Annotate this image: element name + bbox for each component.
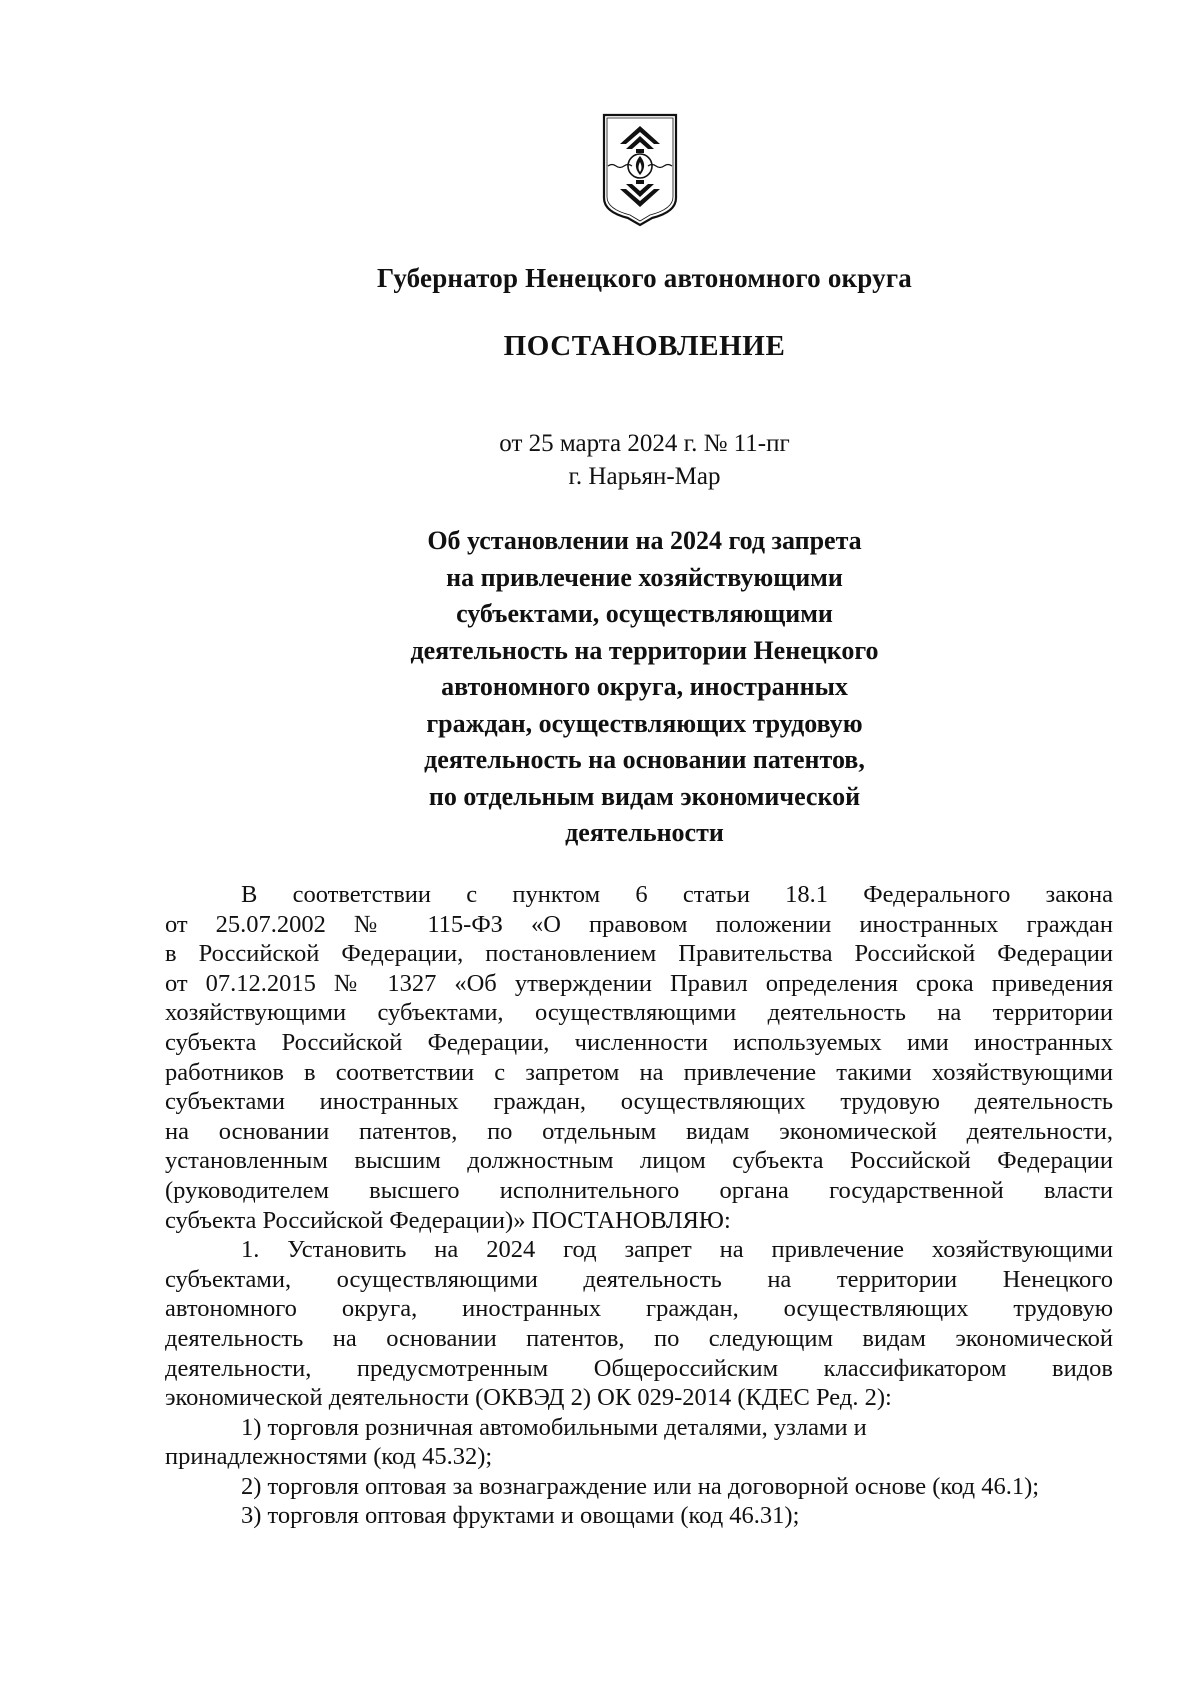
coat-of-arms-icon — [600, 112, 680, 228]
body-line: автономного округа, иностранных граждан, осуществляющих трудовую — [165, 1295, 1113, 1323]
subject-line: деятельность на территории Ненецкого — [410, 635, 879, 665]
subject-line: Об установлении на 2024 год запрета — [427, 526, 862, 555]
body-line: экономической деятельности (ОКВЭД 2) ОК 029-2014 (КДЕС Ред. 2): — [165, 1384, 892, 1412]
body-line: субъектами, осуществляющими деятельность на территории Ненецкого — [165, 1265, 1113, 1293]
body-line: от 25.07.2002 № 115-ФЗ «О правовом положении иностранных граждан — [165, 910, 1113, 938]
body-line: деятельность на основании патентов, по следующим видам экономической — [165, 1324, 1113, 1352]
body-line: на основании патентов, по отдельным видам экономической деятельности, — [165, 1117, 1113, 1145]
body-line: 2) торговля оптовая за вознаграждение или на договорной основе (код 46.1); — [241, 1472, 1040, 1500]
subject-line: граждан, осуществляющих трудовую — [426, 708, 863, 738]
body-line: субъектами иностранных граждан, осуществляющих трудовую деятельность — [165, 1088, 1113, 1116]
subject-line: по отдельным видам экономической — [428, 781, 861, 811]
subject-line: субъектами, осуществляющими — [456, 599, 833, 628]
subject-line: на привлечение хозяйствующими — [446, 562, 843, 592]
body-line: установленным высшим должностным лицом субъекта Российской Федерации — [165, 1147, 1113, 1175]
document-type-heading: ПОСТАНОВЛЕНИЕ — [503, 330, 786, 362]
body-line: субъекта Российской Федерации)» ПОСТАНОВЛЯЮ: — [165, 1206, 731, 1234]
body-line: субъекта Российской Федерации, численности используемых ими иностранных — [165, 1028, 1113, 1056]
body-line: 3) торговля оптовая фруктами и овощами (код 46.31); — [241, 1502, 800, 1530]
document-subject — [0, 523, 1200, 852]
body-line: 1) торговля розничная автомобильными деталями, узлами и — [241, 1413, 867, 1441]
body-line: деятельности, предусмотренным Общероссийским классификатором видов — [165, 1354, 1113, 1382]
body-line: (руководителем высшего исполнительного органа государственной власти — [165, 1176, 1113, 1204]
body-line: в Российской Федерации, постановлением Правительства Российской Федерации — [165, 940, 1113, 968]
body-line: В соответствии с пунктом 6 статьи 18.1 Федерального закона — [241, 881, 1113, 908]
document-body — [165, 880, 1113, 1531]
document-city: г. Нарьян-Мар — [568, 463, 721, 490]
body-line: работников в соответствии с запретом на привлечение такими хозяйствующими — [165, 1058, 1113, 1086]
subject-line: деятельности — [565, 818, 724, 847]
body-line: 1. Установить на 2024 год запрет на привлечение хозяйствующими — [241, 1236, 1113, 1264]
subject-line: автономного округа, иностранных — [441, 672, 848, 701]
body-line: хозяйствующими субъектами, осуществляющими деятельность на территории — [165, 999, 1113, 1027]
subject-line: деятельность на основании патентов, — [424, 745, 865, 774]
issuing-authority: Губернатор Ненецкого автономного округа — [376, 263, 912, 293]
body-line: принадлежностями (код 45.32); — [165, 1443, 493, 1471]
body-line: от 07.12.2015 № 1327 «Об утверждении Правил определения срока приведения — [165, 969, 1113, 997]
document-date-number: от 25 марта 2024 г. № 11-пг — [499, 430, 790, 457]
